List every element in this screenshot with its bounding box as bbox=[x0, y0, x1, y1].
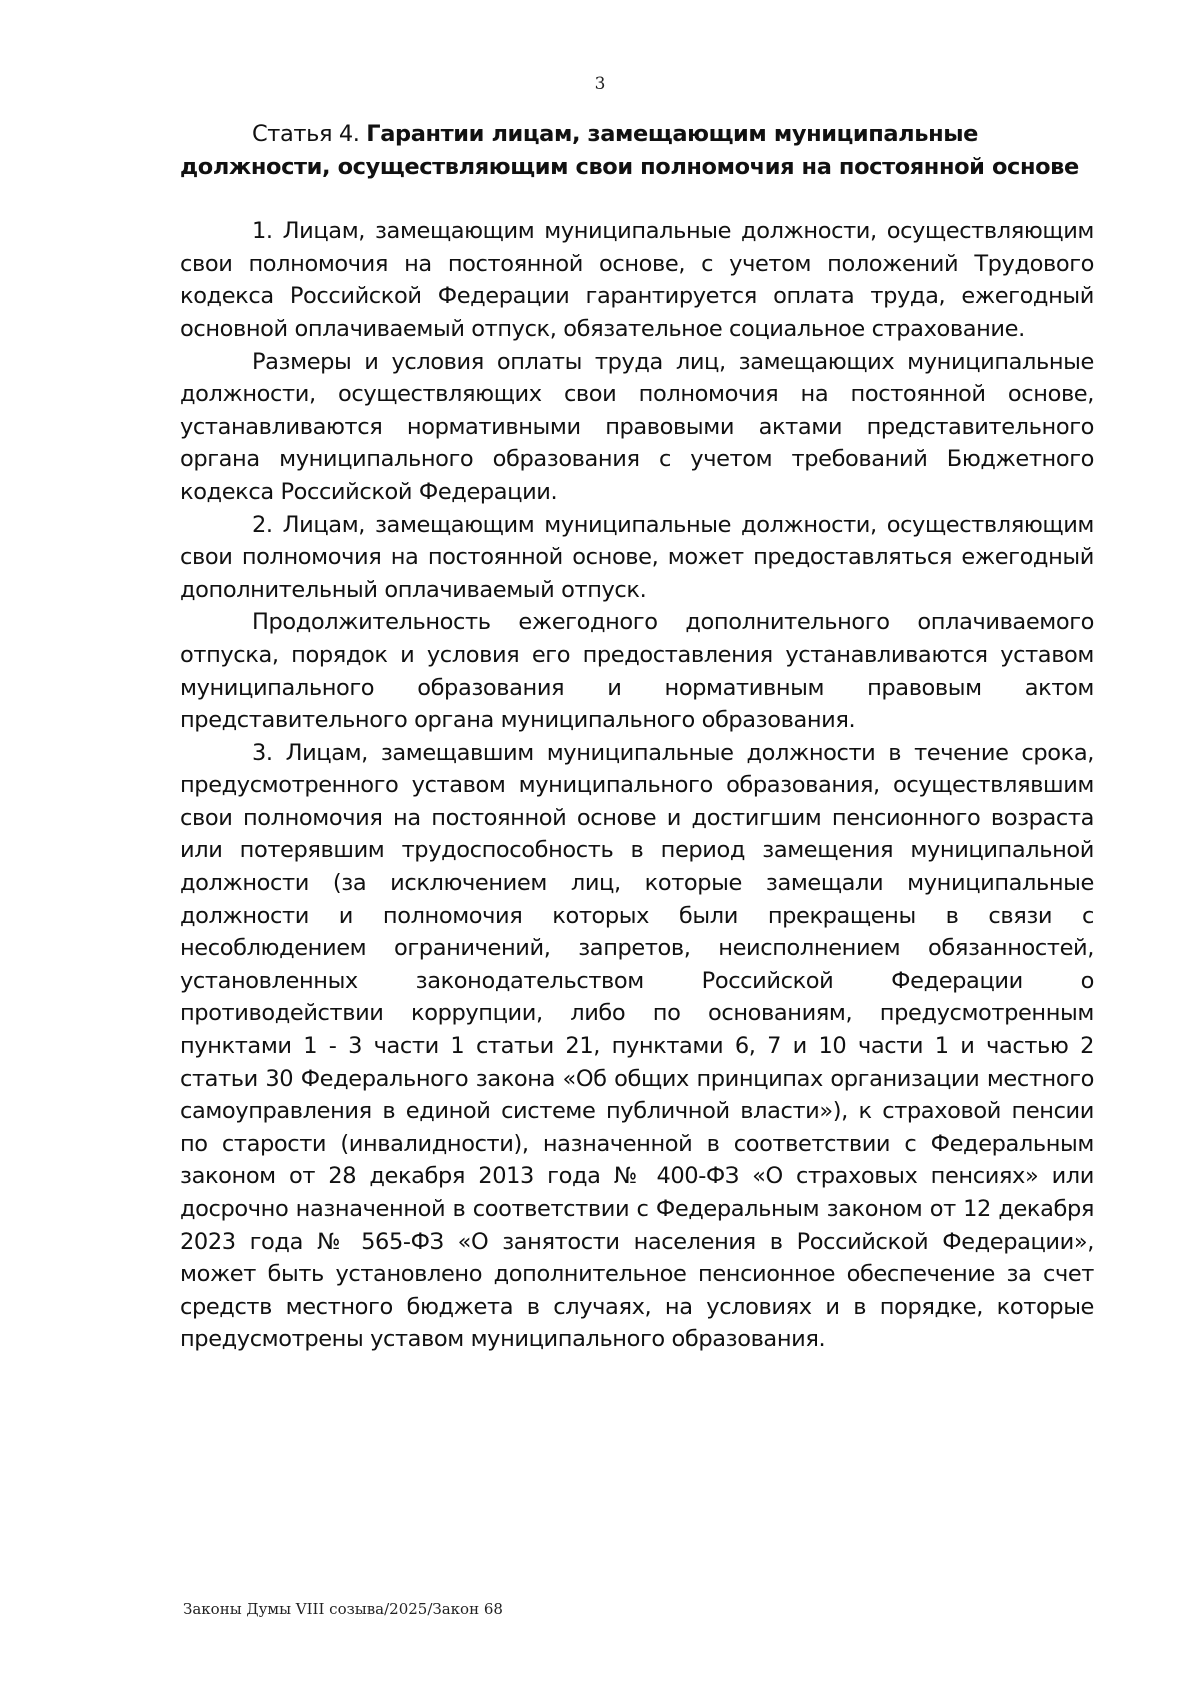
paragraph-4: Продолжительность ежегодного дополнительного оплачиваемого отпуска, порядок и условия его предоставления устанавливаются уставом муниципального образования и нормативным правовым актом представительного органа муниципального образования. bbox=[180, 609, 1094, 734]
paragraph-2: Размеры и условия оплаты труда лиц, замещающих муниципальные должности, осуществляющих свои полномочия на постоянной основе, устанавливаются нормативными правовыми актами представительного органа муниципального образования с учетом требований Бюджетного кодекса Российской Федерации. bbox=[180, 348, 1094, 505]
document-body bbox=[180, 118, 1094, 1356]
article-label: Статья 4. bbox=[252, 121, 360, 147]
paragraph-3: 2. Лицам, замещающим муниципальные должности, осуществляющим свои полномочия на постоянной основе, может предоставляться ежегодный дополнительный оплачиваемый отпуск. bbox=[180, 511, 1094, 603]
page-number: 3 bbox=[594, 74, 606, 94]
article-heading bbox=[180, 118, 1094, 183]
article-title: Гарантии лицам, замещающим муниципальные должности, осуществляющим свои полномочия на постоянной основе bbox=[180, 121, 1079, 180]
paragraph-5: 3. Лицам, замещавшим муниципальные должности в течение срока, предусмотренного уставом муниципального образования, осуществлявшим свои полномочия на постоянной основе и достигшим пенсионного возраста или потерявшим трудоспособность в период замещения муниципальной должности (за исключением лиц, которые замещали муниципальные должности и полномочия которых были прекращены в связи с несоблюдением ограничений, запретов, неисполнением обязанностей, установленных законодательством Российской Федерации о противодействии коррупции, либо по основаниям, предусмотренным пунктами 1 - 3 части 1 статьи 21, пунктами 6, 7 и 10 части 1 и частью 2 статьи 30 Федерального закона «Об общих принципах организации местного самоуправления в единой системе публичной власти»), к страховой пенсии по старости (инвалидности), назначенной в соответствии с Федеральным законом от 28 декабря 2013 года № 400-ФЗ «О страховых пенсиях» или досрочно назначенной в соответствии с Федеральным законом от 12 декабря 2023 года № 565-ФЗ «О занятости населения в Российской Федерации», может быть установлено дополнительное пенсионное обеспечение за счет средств местного бюджета в случаях, на условиях и в порядке, которые предусмотрены уставом муниципального образования. bbox=[180, 739, 1094, 1353]
paragraph-1: 1. Лицам, замещающим муниципальные должности, осуществляющим свои полномочия на постоянной основе, с учетом положений Трудового кодекса Российской Федерации гарантируется оплата труда, ежегодный основной оплачиваемый отпуск, обязательное социальное страхование. bbox=[180, 218, 1094, 342]
document-footer: Законы Думы VIII созыва/2025/Закон 68 bbox=[183, 1600, 503, 1618]
